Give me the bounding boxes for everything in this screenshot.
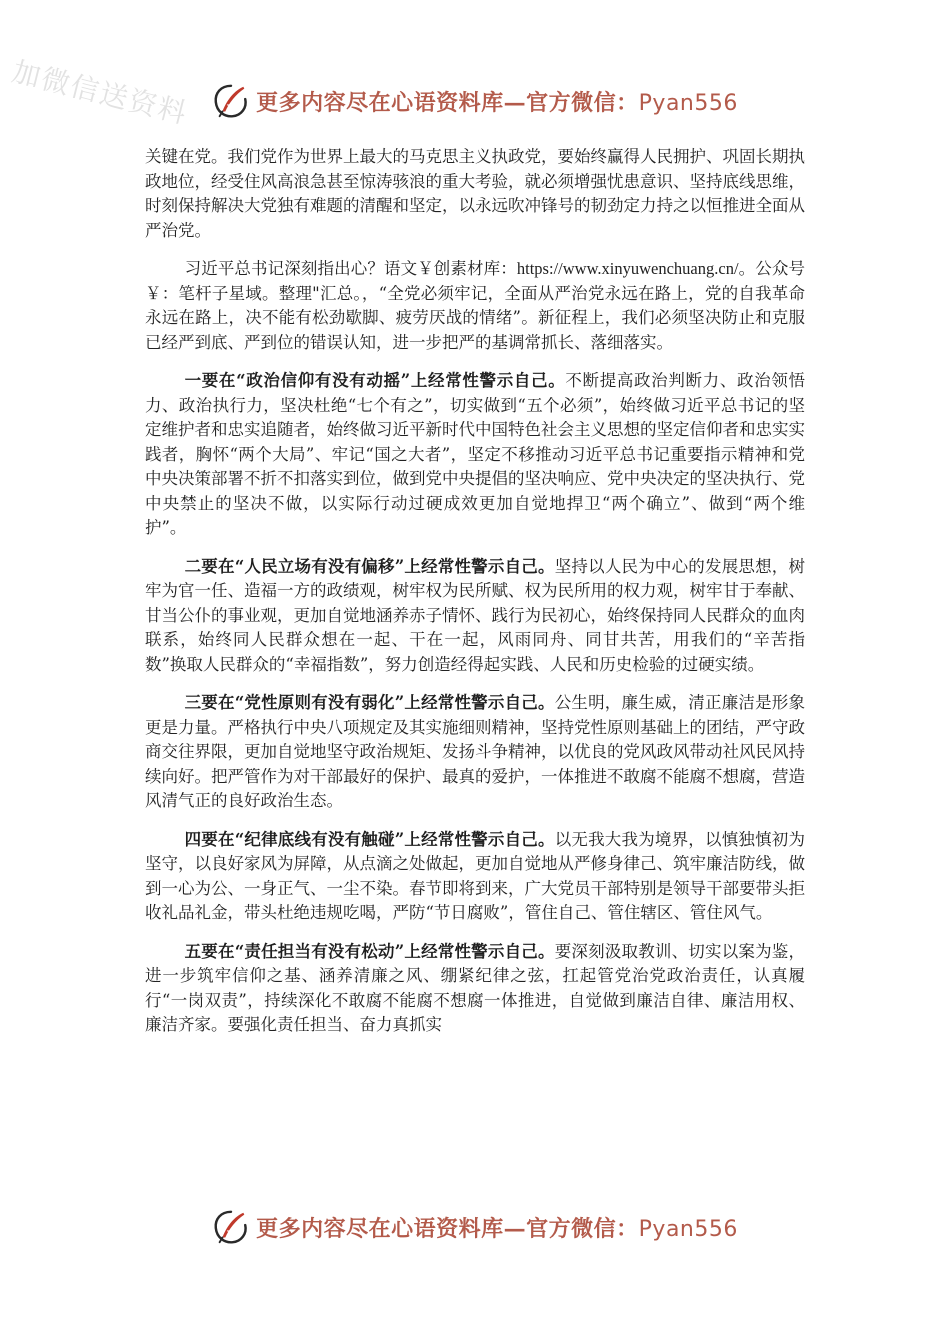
point-heading: 一要在“政治信仰有没有动摇”上经常性警示自己。 (184, 371, 566, 390)
paragraph-point-3: 三要在“党性原则有没有弱化”上经常性警示自己。公生明，廉生威，清正廉洁是形象更是力量。严格执行中央八项规定及其实施细则精神，坚持党性原则基础上的团结，严守政商交往界限，更加自觉地坚守政治规矩、发扬斗争精神，以优良的党风政风带动社风民风持续向好。把严管作为对干部最好的保护、最真的爱护，一体推进不敢腐不能腐不想腐，营造风清气正的良好政治生态。 (145, 693, 806, 810)
source-url: https://www.xinyuwenchuang.cn/ (516, 259, 739, 278)
paragraph-point-1: 一要在“政治信仰有没有动摇”上经常性警示自己。不断提高政治判断力、政治领悟力、政治执行力，坚决杜绝“七个有之”，切实做到“五个必须”，始终做习近平总书记的坚定维护者和忠实追随者，始终做习近平新时代中国特色社会主义思想的坚定信仰者和忠实实践者，胸怀“两个大局”、牢记“国之大者”，坚定不移推动习近平总书记重要指示精神和党中央决策部署不折不扣落实到位，做到党中央提倡的坚决响应、党中央决定的坚决执行、党中央禁止的坚决不做，以实际行动过硬成效更加自觉地捍卫“两个确立”、做到“两个维护”。 (145, 371, 805, 537)
quill-pen-icon (212, 82, 250, 120)
paragraph-point-5: 五要在“责任担当有没有松动”上经常性警示自己。要深刻汲取教训、切实以案为鉴，进一步筑牢信仰之基、涵养清廉之风、绷紧纪律之弦，扛起管党治党政治责任，认真履行“一岗双责”，持续深化不敢腐不能腐不想腐一体推进，自觉做到廉洁自律、廉洁用权、廉洁齐家。要强化责任担当、奋力真抓实 (145, 941, 806, 1034)
paragraph-intro: 关键在党。我们党作为世界上最大的马克思主义执政党，要始终赢得人民拥护、巩固长期执政地位，经受住风高浪急甚至惊涛骇浪的重大考验，就必须增强忧患意识、坚持底线思维，时刻保持解决大党独有难题的清醒和坚定，以永远吹冲锋号的韧劲定力持之以恒推进全面从严治党。 (145, 147, 805, 240)
wechat-id: Pyan556 (638, 1216, 738, 1242)
point-heading: 五要在“责任担当有没有松动”上经常性警示自己。 (184, 941, 555, 961)
wechat-id: Pyan556 (638, 90, 738, 116)
point-heading: 三要在“党性原则有没有弱化”上经常性警示自己。 (184, 693, 555, 712)
article-body (145, 145, 805, 1052)
footer-banner-text: 更多内容尽在心语资料库—官方微信：Pyan556 (256, 1215, 738, 1242)
footer-banner (0, 1208, 950, 1246)
paragraph-point-2: 二要在“人民立场有没有偏移”上经常性警示自己。坚持以人民为中心的发展思想，树牢为官一任、造福一方的政绩观，树牢权为民所赋、权为民所用的权力观，树牢甘于奉献、甘当公仆的事业观，更加自觉地涵养赤子情怀、践行为民初心，始终保持同人民群众的血肉联系，始终同人民群众想在一起、干在一起，风雨同舟、同甘共苦，用我们的“辛苦指数”换取人民群众的“幸福指数”，努力创造经得起实践、人民和历史检验的过硬实绩。 (145, 556, 806, 674)
paragraph-quote: 习近平总书记深刻指出心？语文￥创素材库：https://www.xinyuwenchuang.cn/。公众号￥：笔杆子星域。整理"汇总。，“全党必须牢记，全面从严治党永远在路上，党的自我革命永远在路上，决不能有松劲歇脚、疲劳厌战的情绪”。新征程上，我们必须坚决防止和克服已经严到底、严到位的错误认知，进一步把严的基调常抓长、落细落实。 (145, 259, 806, 352)
header-banner (0, 82, 950, 120)
paragraph-point-4: 四要在“纪律底线有没有触碰”上经常性警示自己。以无我大我为境界，以慎独慎初为坚守，以良好家风为屏障，从点滴之处做起，更加自觉地从严修身律己、筑牢廉洁防线，做到一心为公、一身正气、一尘不染。春节即将到来，广大党员干部特别是领导干部要带头拒收礼品礼金，带头杜绝违规吃喝，严防“节日腐败”，管住自己、管住辖区、管住风气。 (145, 829, 806, 922)
quill-pen-icon (212, 1208, 250, 1246)
point-heading: 二要在“人民立场有没有偏移”上经常性警示自己。 (184, 556, 555, 576)
point-heading: 四要在“纪律底线有没有触碰”上经常性警示自己。 (184, 829, 555, 849)
header-banner-text: 更多内容尽在心语资料库—官方微信：Pyan556 (256, 89, 738, 116)
watermark-text: 加微信送资料 (8, 54, 192, 131)
